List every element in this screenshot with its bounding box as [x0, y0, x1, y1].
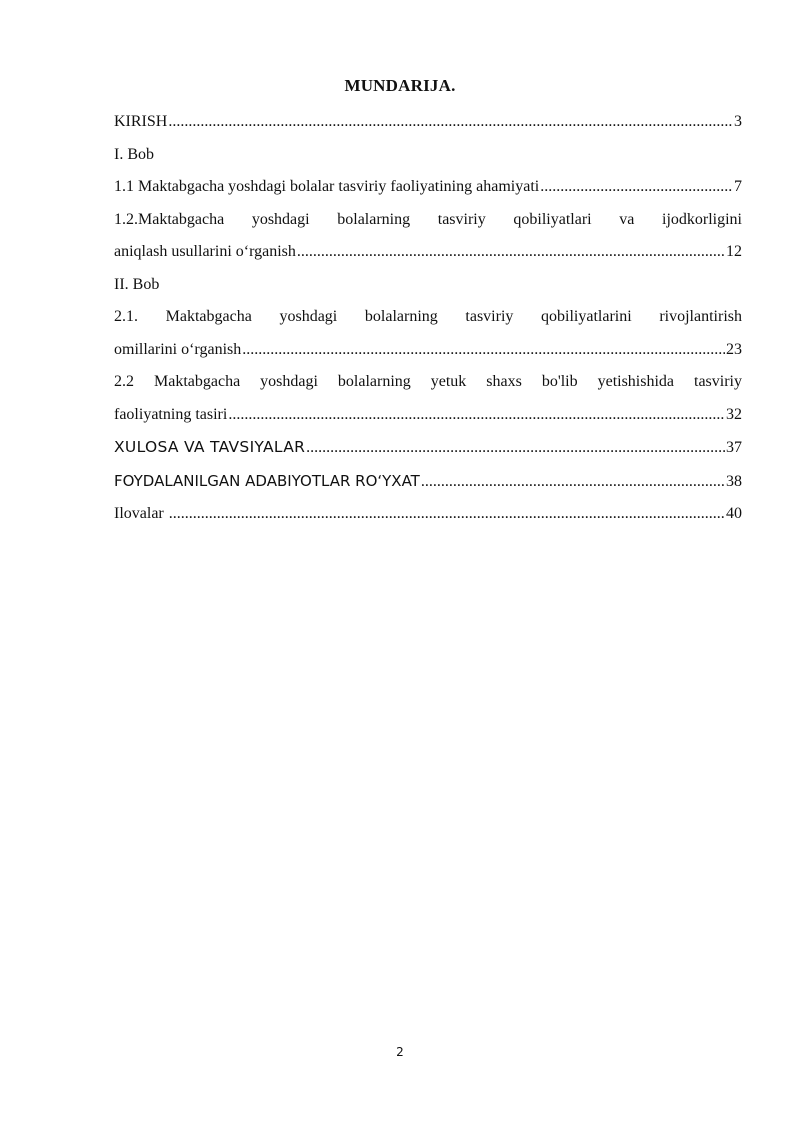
page-title: MUNDARIJA. [344, 76, 456, 95]
toc-entry-appendix[interactable] [114, 498, 742, 531]
toc-entry-references[interactable] [114, 465, 742, 499]
dot-leader [228, 399, 725, 432]
toc-entry-label: Ilovalar [114, 505, 168, 522]
toc-entry-conclusion[interactable] [114, 431, 742, 465]
dot-leader [242, 334, 725, 367]
page-number: 2 [396, 1045, 404, 1059]
toc-entry-page: 32 [726, 405, 742, 423]
toc-entry-label: KIRISH [114, 113, 168, 130]
toc-entry-1-2[interactable] [114, 204, 742, 269]
dot-leader [306, 432, 725, 465]
toc-entry-page: 40 [726, 505, 742, 522]
chapter-heading-1: I. Bob [114, 145, 154, 163]
toc-entry-kirish[interactable] [114, 106, 742, 139]
toc-entry-page: 7 [734, 178, 742, 195]
toc-entry-label: FOYDALANILGAN ADABIYOTLAR RO‘YXAT [114, 471, 420, 490]
toc-entry-2-1[interactable] [114, 301, 742, 366]
dot-leader [421, 466, 725, 499]
toc-entry-label: 1.1 Maktabgacha yoshdagi bolalar tasviriy faoliyatining ahamiyati [114, 178, 540, 195]
dot-leader [540, 171, 733, 204]
toc-entry-page: 37 [726, 439, 742, 456]
table-of-contents [114, 106, 742, 531]
toc-entry-1-1[interactable] [114, 171, 742, 204]
toc-entry-page: 3 [734, 113, 742, 130]
chapter-heading-2: II. Bob [114, 275, 160, 293]
toc-entry-2-2[interactable] [114, 366, 742, 431]
toc-entry-label-line1: 1.2.Maktabgacha yoshdagi bolalarning tasviriy qobiliyatlari va ijodkorligini [114, 210, 742, 228]
toc-entry-label-line1: 2.1. Maktabgacha yoshdagi bolalarning tasviriy qobiliyatlarini rivojlantirish [114, 308, 742, 325]
toc-entry-page: 23 [726, 340, 742, 358]
dot-leader [168, 106, 733, 139]
toc-entry-label-line2: faoliyatning tasiri [114, 405, 228, 423]
dot-leader [169, 498, 725, 531]
toc-entry-label-line2: omillarini o‘rganish [114, 340, 242, 358]
toc-entry-label-line2: aniqlash usullarini o‘rganish [114, 243, 296, 260]
toc-entry-page: 38 [726, 472, 742, 490]
toc-entry-page: 12 [726, 243, 742, 260]
toc-entry-label-line1: 2.2 Maktabgacha yoshdagi bolalarning yetuk shaxs bo'lib yetishishida tasviriy [114, 373, 742, 390]
dot-leader [297, 236, 725, 269]
toc-entry-label: XULOSA VA TAVSIYALAR [114, 438, 306, 456]
